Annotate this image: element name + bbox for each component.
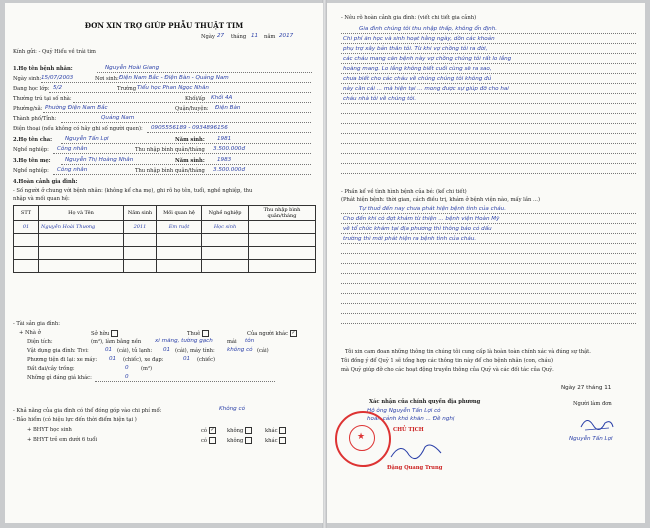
assets-label: - Tài sản gia đình: (13, 321, 60, 327)
mother-job-label: Nghề nghiệp: (13, 168, 49, 174)
table-cell (39, 260, 124, 273)
hamlet-value: Khối 4A (211, 95, 233, 101)
commit-line-3: mà Quỹ giúp đỡ cho các hoạt động truyền thông của Quỹ và các đối tác của Quỹ. (341, 367, 554, 373)
dotted-line (53, 174, 311, 175)
ins-child-yes (201, 437, 216, 444)
hamlet-label: Khối/ấp (185, 96, 206, 102)
dotted-line (95, 381, 275, 382)
motorbike-value: 01 (109, 356, 117, 362)
bicycle-unit: (chiếc) (197, 357, 216, 363)
mother-job: Công nhân (57, 167, 88, 173)
dotted-line (341, 303, 636, 304)
own-label: Sở hữu (91, 331, 110, 337)
table-cell (14, 247, 39, 260)
father-income-label: Thu nhập bình quân/tháng (135, 147, 205, 153)
table-cell (14, 260, 39, 273)
ins-child-no (227, 437, 252, 444)
ins-student-yes-label: có (201, 428, 208, 434)
rent-option (187, 330, 209, 337)
mother-label: 3.Họ tên mẹ: (13, 158, 51, 164)
mother-income: 3.500.000đ (213, 167, 246, 173)
dotted-line (341, 213, 636, 214)
ins-student-no-checkbox (245, 427, 252, 434)
dotted-line (43, 112, 311, 113)
father-year-label: Năm sinh: (175, 137, 205, 143)
father-label: 2.Họ tên cha: (13, 137, 53, 143)
dotted-line (341, 243, 636, 244)
ins-child-yes-label: có (201, 438, 208, 444)
table-cell (124, 234, 157, 247)
ins-child-yes-checkbox (209, 437, 216, 444)
ins-student-no (227, 427, 252, 434)
official-seal: ★ (335, 411, 391, 467)
dotted-line (73, 102, 311, 103)
insurance-label: - Bảo hiểm (có hiệu lực đến thời điểm hiện tại ) (13, 417, 137, 423)
ins-student-yes-checkbox: ✓ (210, 427, 215, 433)
computer-unit: (cái) (257, 348, 269, 354)
opinion-line: về tổ chức khám tại địa phương thì thông báo có dấu (343, 226, 492, 232)
ins-student-label: + BHYT học sinh (27, 427, 72, 433)
date-month-label: tháng (231, 34, 247, 40)
ins-child-other-label: khác (265, 438, 278, 444)
family-instr-1: - Số người ở chung với bệnh nhân: (không kể cha mẹ), ghi rõ họ tên, tuổi, nghề nghiệp, thu (13, 188, 253, 194)
stamp-title: CHỦ TỊCH (393, 427, 424, 433)
addressee: Kính gửi: - Quỹ Hiểu về trái tim (13, 49, 96, 55)
table-cell: Em ruột (157, 221, 202, 234)
dob-label: Ngày sinh: (13, 76, 42, 82)
land-unit: (m²) (141, 366, 153, 372)
table-cell (249, 260, 316, 273)
situation-line: phụ trợ xây bản thân tôi. Từ khi vợ chồng tôi ra đời, (343, 46, 488, 52)
date-year: 2017 (279, 33, 294, 39)
relative-label: Của người khác (247, 331, 288, 337)
dotted-line (341, 103, 636, 104)
table-header-row (14, 206, 316, 221)
dotted-line (41, 82, 311, 83)
table-row (14, 247, 316, 260)
opinion-line: Cho đến khi có đợt khám từ thiện ... bệnh viện Hoàn Mỹ (343, 216, 500, 222)
situation-line: hoàng mang. Lo lắng không biết cuối cùng sẽ ra sao, (343, 66, 492, 72)
support-label: - Khả năng của gia đình có thể đóng góp vào chi phí mổ: (13, 408, 162, 414)
father-job-label: Nghề nghiệp: (13, 147, 49, 153)
family-table (13, 205, 316, 273)
table-row (14, 234, 316, 247)
dotted-line (61, 143, 311, 144)
ins-student-no-label: không (227, 428, 244, 434)
own-checkbox (111, 330, 118, 337)
table-header-cell: Thu nhập bình quân/tháng (249, 206, 316, 221)
ins-child-other (265, 437, 286, 444)
birthplace-value: Điện Nam Bắc - Điện Bàn - Quảng Nam (119, 75, 229, 81)
table-header-cell: Mối quan hệ (157, 206, 202, 221)
opinion-line: trường thì mới phát hiện ra bệnh tình của cháu. (343, 236, 477, 242)
other-assets-value: 0 (125, 374, 129, 380)
computer-value: không có (227, 347, 253, 353)
dotted-line (341, 53, 636, 54)
table-cell (124, 260, 157, 273)
table-header-cell: Họ và Tên (39, 206, 124, 221)
opinion-line: Tự thuở đến nay chưa phát hiện bệnh tình của cháu. (359, 206, 507, 212)
father-name: Nguyễn Tấn Lợi (65, 136, 109, 142)
relative-checkbox: ✓ (291, 330, 296, 336)
own-option (91, 330, 118, 337)
family-instr-2: nhập và mối quan hệ: (13, 196, 70, 202)
table-cell: Học sinh (202, 221, 249, 234)
phone-value: 0905556189 - 0934896156 (151, 125, 228, 131)
family-label: 4.Hoàn cảnh gia đình: (13, 179, 78, 185)
situation-line: Gia đình chúng tôi thu nhập thấp, không ổn định. (359, 26, 498, 32)
applicant-label: Người làm đơn (573, 401, 612, 407)
table-cell: 2011 (124, 221, 157, 234)
dotted-line (341, 263, 636, 264)
dotted-line (341, 73, 636, 74)
area-label: Diện tích: (27, 339, 53, 345)
dotted-line (341, 143, 636, 144)
dotted-line (49, 92, 311, 93)
dotted-line (341, 43, 636, 44)
table-cell (14, 234, 39, 247)
date-year-label: năm (264, 34, 276, 40)
table-header-cell: Năm sinh (124, 206, 157, 221)
situation-label: - Nêu rõ hoàn cảnh gia đình: (viết chi tiết gia cảnh) (341, 15, 477, 21)
table-cell (249, 221, 316, 234)
confirm-text-1: Hộ ông Nguyễn Tấn Lợi có (367, 408, 441, 414)
table-cell (39, 247, 124, 260)
dotted-line (61, 122, 311, 123)
ins-student-other (265, 427, 286, 434)
school-value: Tiểu học Phan Ngọc Nhân (137, 85, 209, 91)
sign-date: Ngày 27 tháng 11 (561, 385, 612, 391)
ins-child-no-checkbox (245, 437, 252, 444)
bicycle-value: 01 (183, 356, 191, 362)
father-income: 3.500.000đ (213, 146, 246, 152)
dotted-line (341, 313, 636, 314)
dotted-line (147, 132, 311, 133)
grade-label: Đang học lớp: (13, 86, 50, 92)
residence-label: Thường trú tại số nhà: (13, 96, 72, 102)
commit-line-1: Tôi xin cam đoan những thông tin chúng tôi cung cấp là hoàn toàn chính xác và đúng sự thật. (345, 349, 591, 355)
roof-label: mái (227, 339, 237, 345)
table-header-cell: Nghề nghiệp (202, 206, 249, 221)
rent-label: Thuê (187, 331, 201, 337)
dotted-line (341, 253, 636, 254)
table-cell (124, 247, 157, 260)
dotted-line (341, 63, 636, 64)
tv-unit: (cái), tủ lạnh: (117, 348, 153, 354)
rent-checkbox (202, 330, 209, 337)
mother-income-label: Thu nhập bình quân/tháng (135, 168, 205, 174)
table-cell (39, 234, 124, 247)
dotted-line (341, 83, 636, 84)
table-row (14, 260, 316, 273)
dotted-line (341, 293, 636, 294)
dotted-line (53, 153, 311, 154)
dotted-line (341, 133, 636, 134)
ins-child-label: + BHYT trẻ em dưới 6 tuổi (27, 437, 98, 443)
area-unit: (m²), làm bằng nền (91, 339, 142, 345)
dotted-line (341, 33, 636, 34)
form-title: ĐƠN XIN TRỢ GIÚP PHẪU THUẬT TIM (84, 21, 244, 30)
birthplace-label: Nơi sinh: (95, 76, 119, 82)
official-signature (387, 439, 447, 465)
patient-name-label: 1.Họ tên bệnh nhân: (13, 66, 73, 72)
dotted-line (61, 164, 311, 165)
city-label: Thành phố/Tỉnh: (13, 116, 57, 122)
table-cell (202, 247, 249, 260)
district-label: Quận/huyện: (175, 106, 209, 112)
patient-name: Nguyễn Hoài Giang (105, 65, 160, 71)
roof-value: tôn (245, 338, 255, 344)
mother-year-label: Năm sinh: (175, 158, 205, 164)
support-value: Không có (219, 406, 246, 412)
commit-line-2: Tôi đồng ý để Quỹ 1 sẽ tổng hợp các thông tin này để cho bệnh nhân (con, cháu) (341, 358, 553, 364)
table-cell (157, 260, 202, 273)
ins-student-other-checkbox (279, 427, 286, 434)
ward-value: Phường Điện Nam Bắc (45, 105, 108, 111)
grade-value: 5/2 (53, 85, 63, 91)
district-value: Điện Bàn (215, 105, 241, 111)
situation-line: này cần cái ... mà hiện tại ... mong được sự giúp đỡ cho hai (343, 86, 509, 92)
land-value: 0 (125, 365, 129, 371)
city-value: Quảng Nam (101, 115, 135, 121)
dotted-line (341, 113, 636, 114)
appliance-label: Vật dụng gia đình: Tivi: (27, 348, 89, 354)
table-cell (157, 247, 202, 260)
area-material: xi măng, tường gạch (155, 338, 213, 344)
dotted-line (341, 273, 636, 274)
phone-label: Điện thoại (nếu không có hãy ghi số người quen): (13, 126, 143, 132)
house-label: + Nhà ở (19, 330, 41, 336)
ward-label: Phường/xã: (13, 106, 43, 112)
motorbike-unit: (chiếc), xe đạp: (123, 357, 164, 363)
date-month: 11 (251, 33, 259, 39)
form-page-right (327, 3, 645, 523)
dotted-line (341, 233, 636, 234)
vehicle-label: Phương tiện đi lại: xe máy: (27, 357, 98, 363)
table-cell: 01 (14, 221, 39, 234)
land-label: Đất đai/cây trồng: (27, 366, 75, 372)
table-header-cell: STT (14, 206, 39, 221)
dotted-line (97, 72, 312, 73)
table-cell (157, 234, 202, 247)
date-day: 27 (217, 33, 225, 39)
dob-value: 15/07/2003 (41, 75, 74, 81)
table-cell: Nguyễn Hoài Thương (39, 221, 124, 234)
official-name: Đặng Quang Trung (387, 465, 443, 471)
situation-line: các cháu mang căn bệnh này vợ chồng chúng tôi rất lo lắng (343, 56, 512, 62)
ins-child-other-checkbox (279, 437, 286, 444)
applicant-name: Nguyễn Tấn Lợi (569, 436, 613, 442)
dotted-line (341, 153, 636, 154)
dotted-line (341, 163, 636, 164)
ins-student-yes (201, 427, 216, 434)
situation-line: cháu nhà tôi về chúng tôi. (343, 96, 417, 102)
applicant-signature (577, 413, 617, 435)
fridge-value: 01 (163, 347, 171, 353)
mother-year: 1983 (217, 157, 232, 163)
mother-name: Nguyễn Thị Hoàng Nhân (65, 157, 134, 163)
father-job: Công nhân (57, 146, 88, 152)
table-cell (202, 234, 249, 247)
table-cell (249, 247, 316, 260)
opinion-label: - Phần kể về tình hình bệnh của bé: (kể chi tiết) (341, 189, 467, 195)
dotted-line (341, 283, 636, 284)
other-assets-label: Những gì đáng giá khác: (27, 375, 92, 381)
fridge-unit: (cái), máy tính: (175, 348, 215, 354)
ins-student-other-label: khác (265, 428, 278, 434)
relative-option (247, 330, 297, 337)
table-cell (249, 234, 316, 247)
dotted-line (341, 93, 636, 94)
dotted-line (341, 123, 636, 124)
situation-line: chưa biết cho các cháu về chúng chúng tôi không đủ (343, 76, 492, 82)
dotted-line (341, 223, 636, 224)
date-prefix: Ngày (201, 34, 215, 40)
table-cell (202, 260, 249, 273)
form-page-left (5, 3, 323, 523)
dotted-line (341, 323, 636, 324)
opinion-sub: (Phát hiện bệnh: thời gian, cách điều trị, khám ở bệnh viện nào, mấy lần ...) (341, 197, 540, 203)
dotted-line (341, 173, 636, 174)
table-row (14, 221, 316, 234)
confirm-text-2: hoàn cảnh khó khăn ... Đề nghị (367, 416, 455, 422)
ins-child-no-label: không (227, 438, 244, 444)
school-label: Trường (117, 86, 137, 92)
father-year: 1981 (217, 136, 232, 142)
confirm-label: Xác nhận của chính quyền địa phương (369, 399, 481, 405)
tv-value: 01 (105, 347, 113, 353)
situation-line: Chi phí ăn học và sinh hoạt hằng ngày, dồn các khoản (343, 36, 495, 42)
